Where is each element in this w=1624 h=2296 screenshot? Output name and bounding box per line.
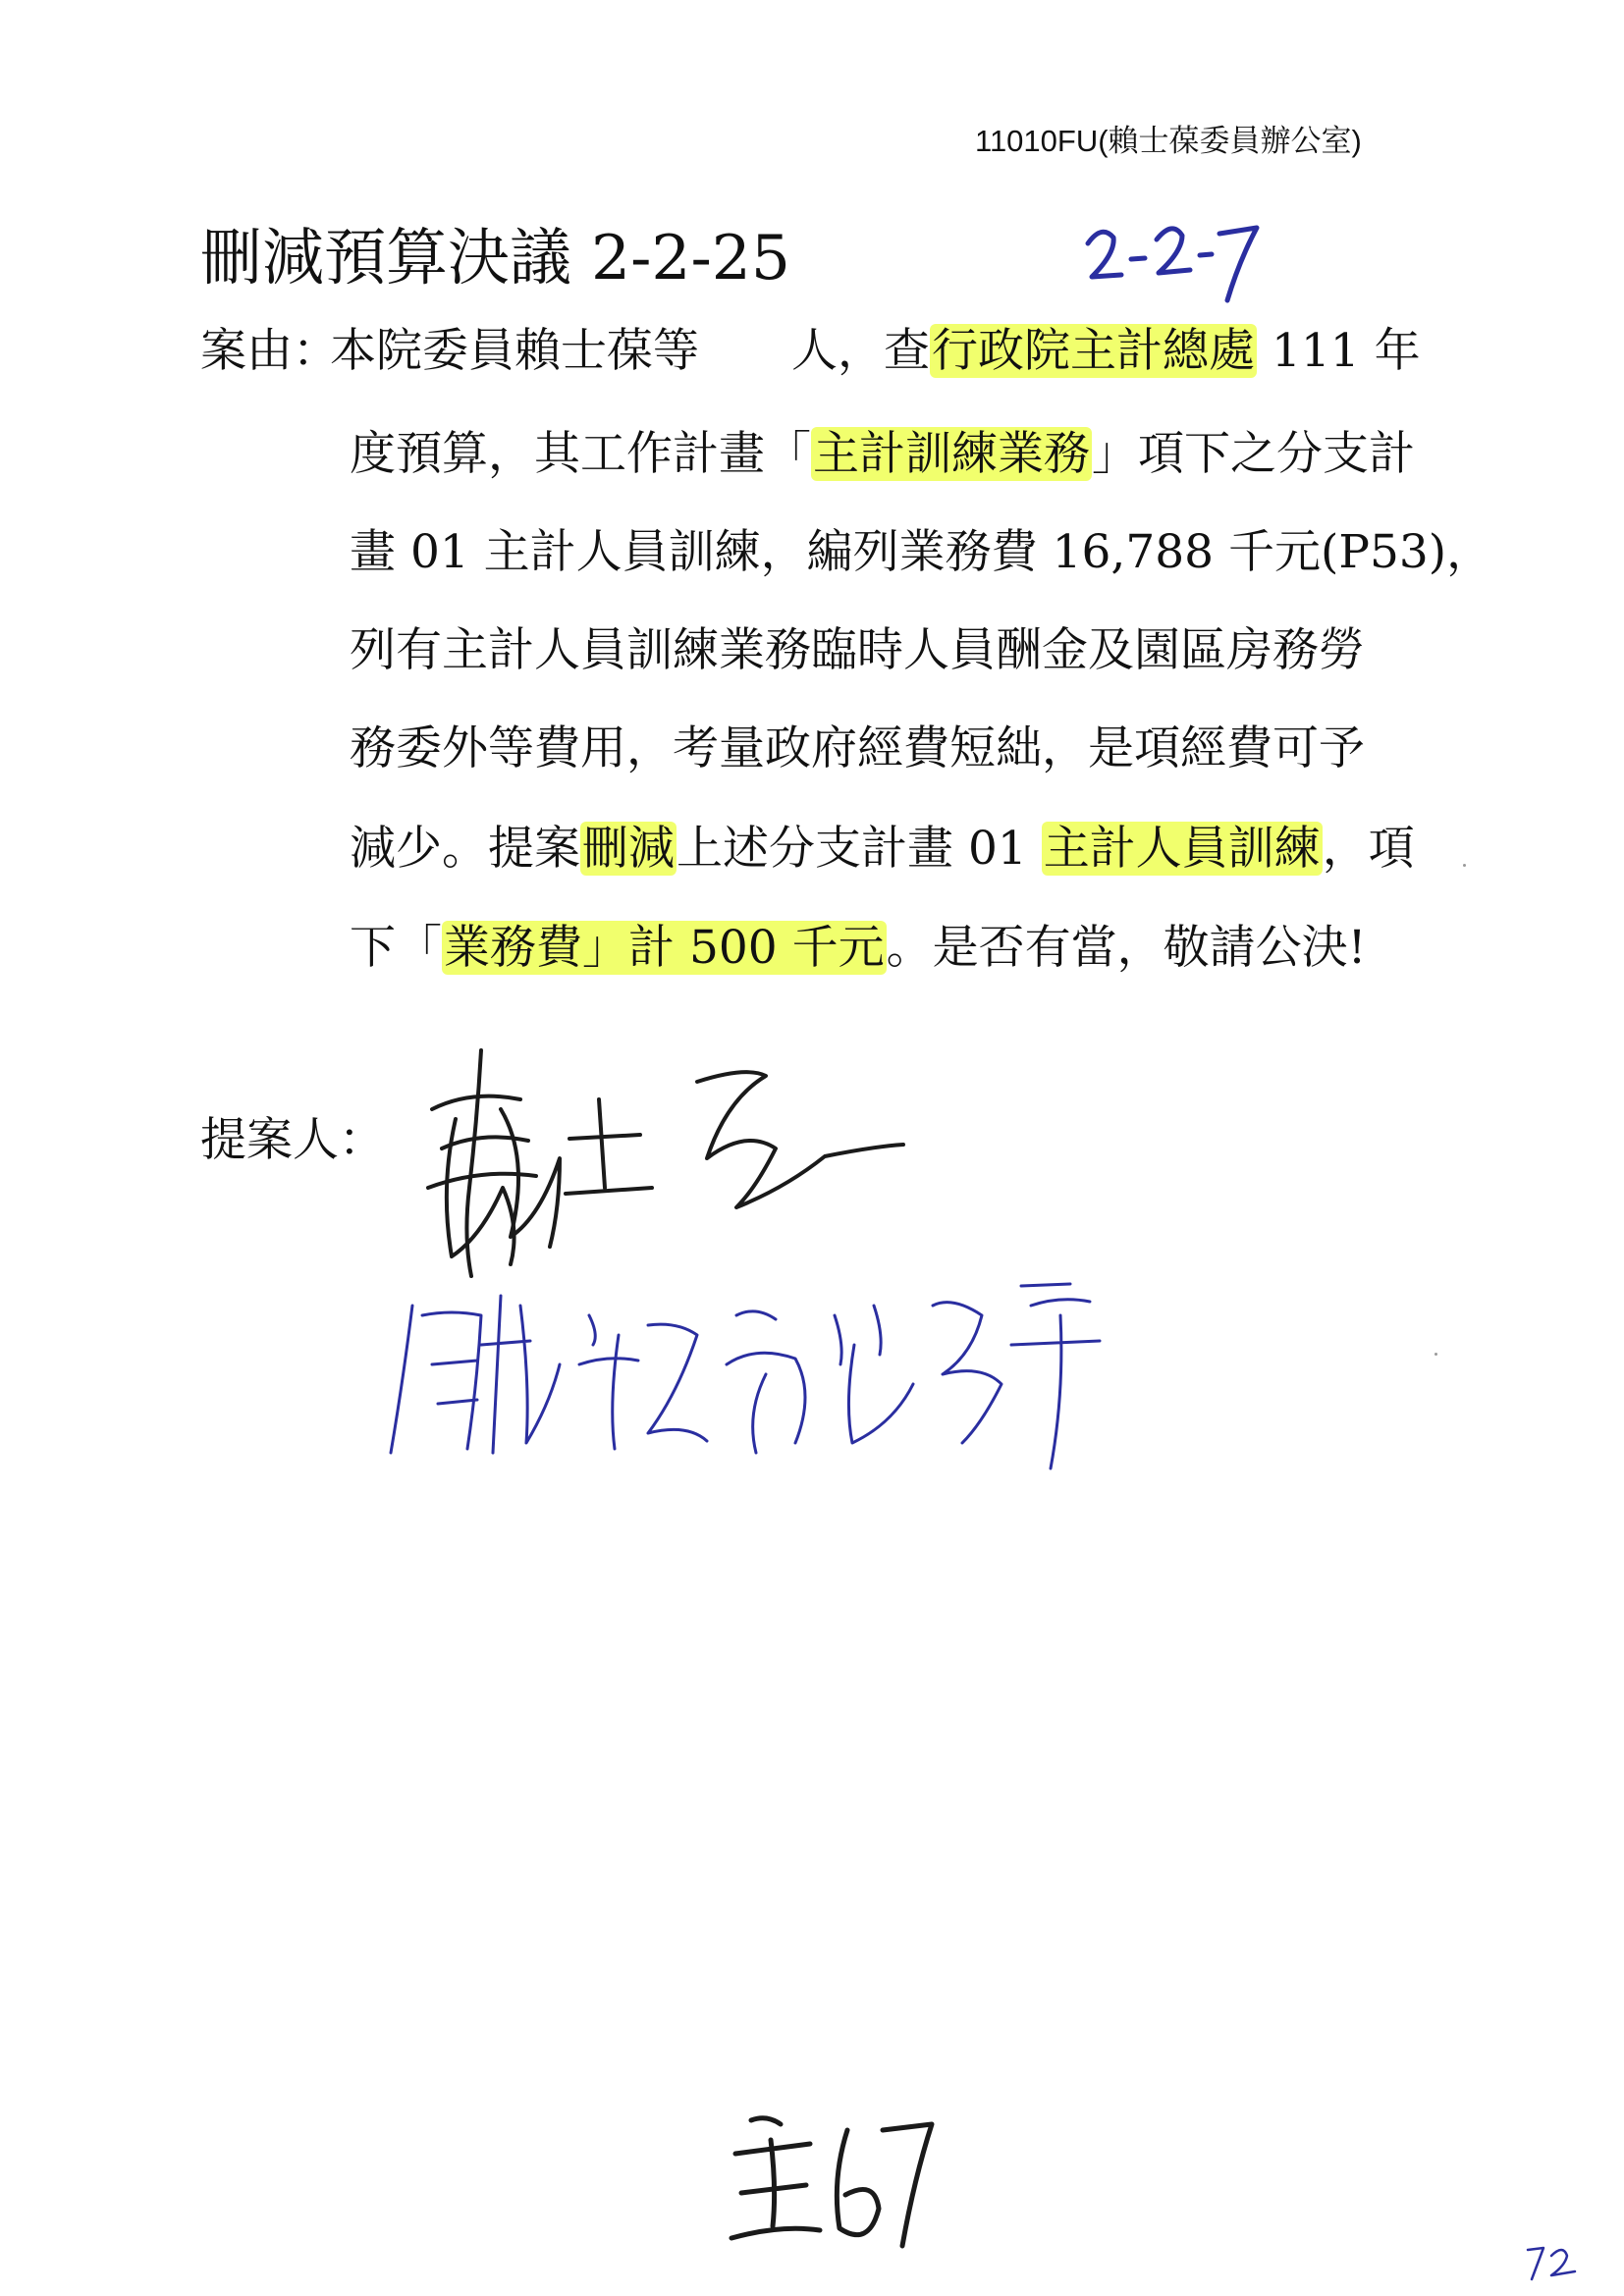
signature-cosigners: [383, 1276, 1110, 1472]
case-label: 案由：: [200, 324, 339, 378]
office-code: 11010FU(賴士葆委員辦公室): [975, 124, 1362, 158]
case-line-6: 減少。提案刪減上述分支計畫 01 主計人員訓練，項: [350, 822, 1415, 876]
case-line-1: 本院委員賴士葆等 人，查行政院主計總處 111 年: [330, 324, 1421, 378]
highlight-subprogram: 主計人員訓練: [1043, 822, 1321, 876]
case-line-7: 下「業務費」計 500 千元。是否有當，敬請公決!: [350, 921, 1367, 975]
handwritten-bottom-note: [722, 2101, 947, 2258]
scan-speck: [1435, 1353, 1437, 1356]
page-title: 刪減預算決議 2-2-25: [200, 222, 790, 294]
page-mark: [1524, 2240, 1583, 2285]
case-line-2: 度預算，其工作計畫「主計訓練業務」項下之分支計: [350, 427, 1415, 481]
proposer-label: 提案人：: [200, 1113, 385, 1167]
handwritten-number: [1070, 204, 1267, 312]
signature-proposer: [412, 1041, 923, 1286]
case-line-3: 畫 01 主計人員訓練，編列業務費 16,788 千元(P53)，: [350, 525, 1493, 579]
scan-speck: [1463, 864, 1466, 867]
highlight-program: 主計訓練業務: [813, 427, 1090, 481]
highlight-amount: 業務費」計 500 千元: [444, 921, 885, 975]
case-line-5: 務委外等費用，考量政府經費短絀，是項經費可予: [350, 721, 1365, 775]
case-line-4: 列有主計人員訓練業務臨時人員酬金及園區房務勞: [350, 623, 1365, 677]
highlight-agency: 行政院主計總處: [932, 324, 1255, 378]
highlight-cut: 刪減: [582, 822, 675, 876]
